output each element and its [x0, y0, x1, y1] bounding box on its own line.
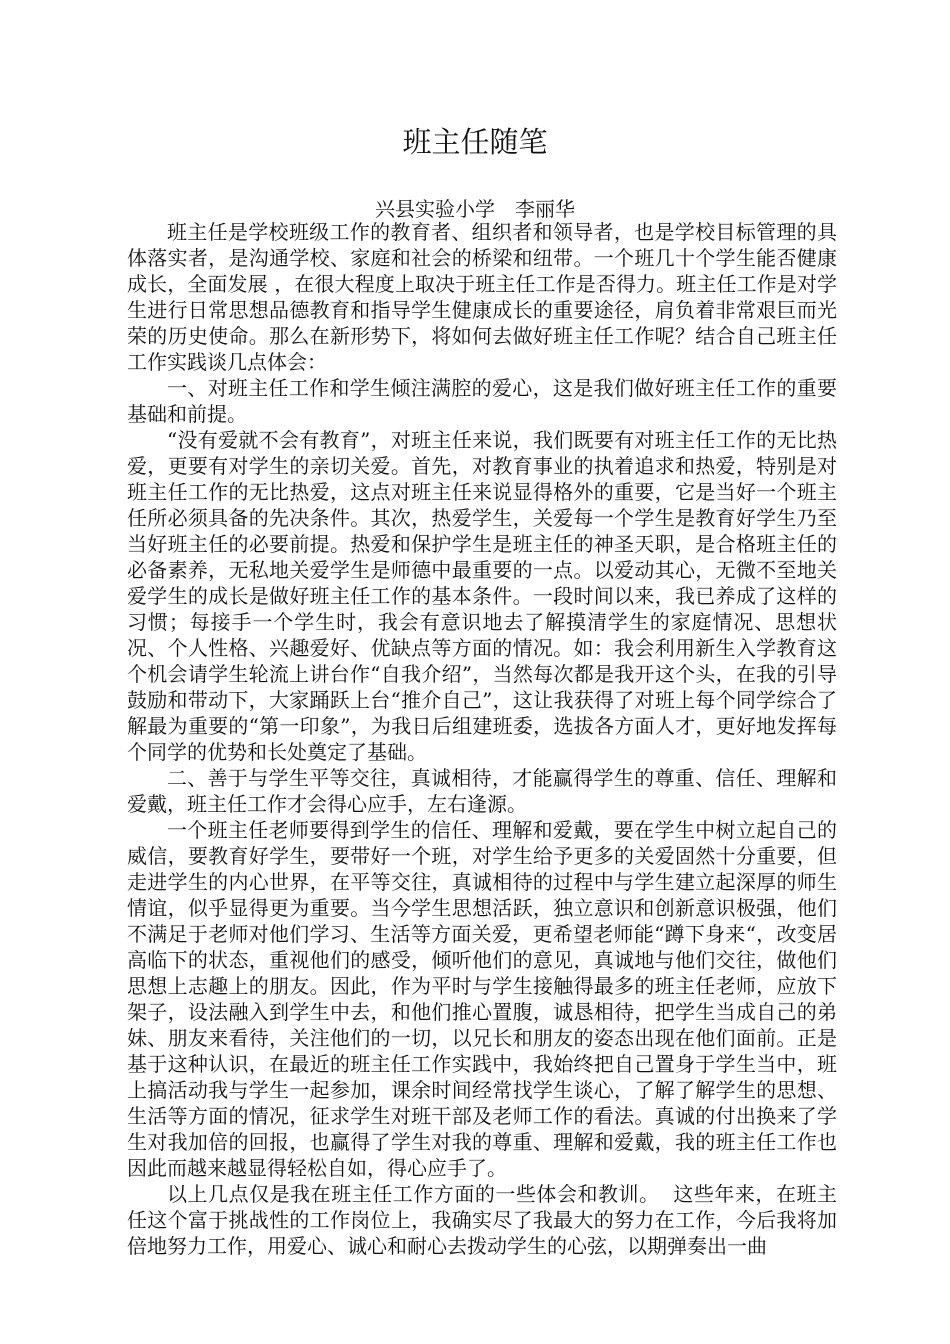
paragraph-point-one: 一、对班主任工作和学生倾注满腔的爱心，这是我们做好班主任工作的重要基础和前提。 [127, 376, 837, 426]
document-body [127, 219, 844, 1259]
paragraph-point-two: 二、善于与学生平等交往，真诚相待，才能赢得学生的尊重、信任、理解和爱戴，班主任工作才会得心应手，左右逢源。 [127, 766, 837, 816]
paragraph-point-two-detail: 一个班主任老师要得到学生的信任、理解和爱戴，要在学生中树立起自己的威信，要教育好学生，要带好一个班，对学生给予更多的关爱固然十分重要，但走进学生的内心世界，在平等交往，真诚相待的过程中与学生建立起深厚的师生情谊，似乎显得更为重要。当今学生思想活跃，独立意识和创新意识极强，他们不满足于老师对他们学习、生活等方面关爱，更希望老师能“蹲下身来“，改变居高临下的状态，重视他们的感受，倾听他们的意见，真诚地与他们交往，做他们思想上志趣上的朋友。因此，作为平时与学生接触得最多的班主任老师，应放下架子，设法融入到学生中去，和他们推心置腹，诚恳相待，把学生当成自己的弟妹、朋友来看待，关注他们的一切，以兄长和朋友的姿态出现在他们面前。正是基于这种认识，在最近的班主任工作实践中，我始终把自己置身于学生当中，班上搞活动我与学生一起参加，课余时间经常找学生谈心，了解了解学生的思想、生活等方面的情况，征求学生对班干部及老师工作的看法。真诚的付出换来了学生对我加倍的回报，也赢得了学生对我的尊重、理解和爱戴，我的班主任工作也因此而越来越显得轻松自如，得心应手了。 [127, 818, 837, 1180]
document-title: 班主任随笔 [402, 125, 548, 159]
paragraph-conclusion: 以上几点仅是我在班主任工作方面的一些体会和教训。 这些年来，在班主任这个富于挑战性的工作岗位上，我确实尽了我最大的努力在工作，今后我将加倍地努力工作，用爱心、诚心和耐心去拨动学生的心弦，以期弹奏出一曲 [127, 1182, 837, 1258]
paragraph-intro: 班主任是学校班级工作的教育者、组织者和领导者，也是学校目标管理的具体落实者，是沟通学校、家庭和社会的桥梁和纽带。一个班几十个学生能否健康 成长，全面发展 ，在很大程度上取决于班主任工作是否得力。班主任工作是对学生进行日常思想品德教育和指导学生健康成长的重要途径，肩负着非常艰巨而光荣的历史使命。那么在新形势下，将如何去做好班主任工作呢？结合自己班主任工作实践谈几点体会： [127, 220, 844, 374]
paragraph-point-one-detail: “没有爱就不会有教育”，对班主任来说，我们既要有对班主任工作的无比热爱，更要有对学生的亲切关爱。首先，对教育事业的执着追求和热爱，特别是对班主任工作的无比热爱，这点对班主任来说显得格外的重要，它是当好一个班主任所必须具备的先决条件。其次，热爱学生，关爱每一个学生是教育好学生乃至当好班主任的必要前提。热爱和保护学生是班主任的神圣天职，是合格班主任的必备素养，无私地关爱学生是师德中最重要的一点。以爱动其心，无微不至地关爱学生的成长是做好班主任工作的基本条件。一段时间以来，我已养成了这样的习惯；每接手一个学生时，我会有意识地去了解摸清学生的家庭情况、思想状况、个人性格、兴趣爱好、优缺点等方面的情况。如：我会利用新生入学教育这个机会请学生轮流上讲台作“自我介绍”，当然每次都是我开这个头，在我的引导鼓励和带动下，大家踊跃上台“推介自己”，这让我获得了对班上每个同学综合了解最为重要的“第一印象”，为我日后组建班委，选拔各方面人才，更好地发挥每个同学的优势和长处奠定了基础。 [127, 428, 837, 764]
author-byline: 兴县实验小学 李丽华 [375, 197, 575, 221]
